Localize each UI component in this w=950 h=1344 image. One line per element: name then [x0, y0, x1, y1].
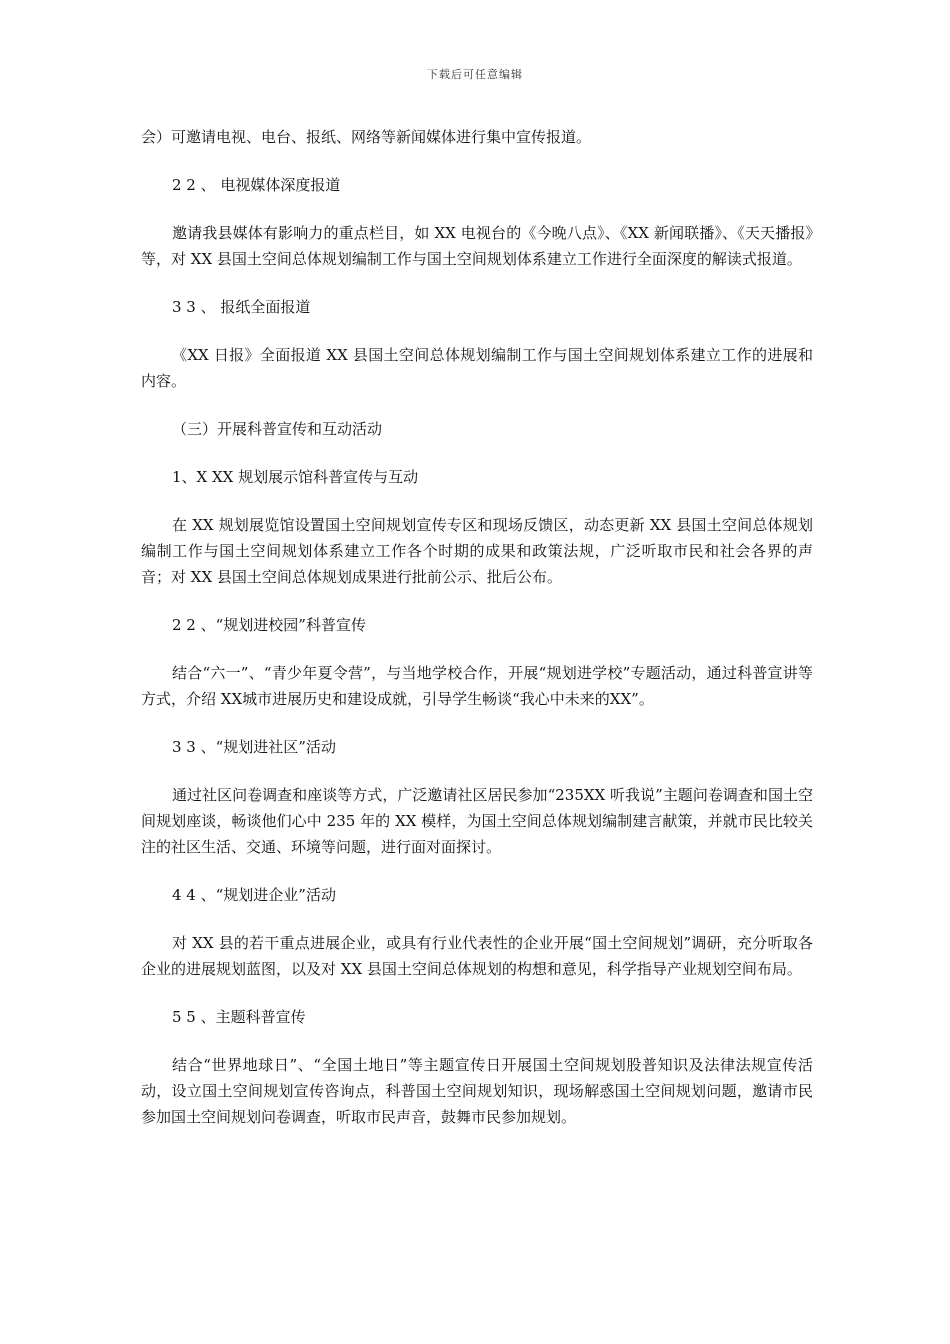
heading-campus: 2 2 、“规划进校园”科普宣传 [172, 616, 366, 634]
heading-exhibition-hall: 1、X XX 规划展示馆科普宣传与互动 [172, 468, 419, 486]
document-body [141, 124, 813, 1130]
heading-newspaper-report: 3 3 、 报纸全面报道 [172, 298, 311, 316]
paragraph-campus: 结合“六一”、“青少年夏令营”，与当地学校合作，开展“规划进学校”专题活动，通过科普宣讲等方式，介绍 XX城市进展历史和建设成就，引导学生畅谈“我心中未来的XX”。 [141, 664, 813, 708]
page-header: 下载后可任意编辑 [427, 68, 523, 81]
paragraph-exhibition-hall: 在 XX 规划展览馆设置国土空间规划宣传专区和现场反馈区，动态更新 XX 县国土空间总体规划编制工作与国土空间规划体系建立工作各个时期的成果和政策法规，广泛听取市民和社会各界的声音；对 XX 县国土空间总体规划成果进行批前公示、批后公布。 [141, 516, 813, 586]
heading-theme-days: 5 5 、主题科普宣传 [172, 1008, 306, 1026]
paragraph-tv-report: 邀请我县媒体有影响力的重点栏目，如 XX 电视台的《今晚八点》、《XX 新闻联播》、《天天播报》等，对 XX 县国土空间总体规划编制工作与国土空间规划体系建立工作进行全面深度的解读式报道。 [141, 224, 813, 268]
heading-section-three: （三）开展科普宣传和互动活动 [172, 420, 383, 438]
paragraph-media-intro: 会）可邀请电视、电台、报纸、网络等新闻媒体进行集中宣传报道。 [141, 128, 592, 146]
paragraph-theme-days: 结合“世界地球日”、“全国土地日”等主题宣传日开展国土空间规划股普知识及法律法规宣传活动，设立国土空间规划宣传咨询点，科普国土空间规划知识，现场解惑国土空间规划问题，邀请市民参加国土空间规划问卷调查，听取市民声音，鼓舞市民参加规划。 [141, 1056, 813, 1126]
heading-community: 3 3 、“规划进社区”活动 [172, 738, 336, 756]
paragraph-newspaper-report: 《XX 日报》全面报道 XX 县国土空间总体规划编制工作与国土空间规划体系建立工作的进展和内容。 [141, 346, 813, 390]
heading-tv-report: 2 2 、 电视媒体深度报道 [172, 176, 341, 194]
paragraph-enterprise: 对 XX 县的若干重点进展企业，或具有行业代表性的企业开展“国土空间规划”调研，充分听取各企业的进展规划蓝图，以及对 XX 县国土空间总体规划的构想和意见，科学指导产业规划空间布局。 [141, 934, 813, 978]
paragraph-community: 通过社区问卷调查和座谈等方式，广泛邀请社区居民参加“235XX 听我说”主题问卷调查和国土空间规划座谈，畅谈他们心中 235 年的 XX 模样，为国土空间总体规划编制建言献策，并就市民比较关注的社区生活、交通、环境等问题，进行面对面探讨。 [141, 786, 813, 856]
heading-enterprise: 4 4 、“规划进企业”活动 [172, 886, 336, 904]
